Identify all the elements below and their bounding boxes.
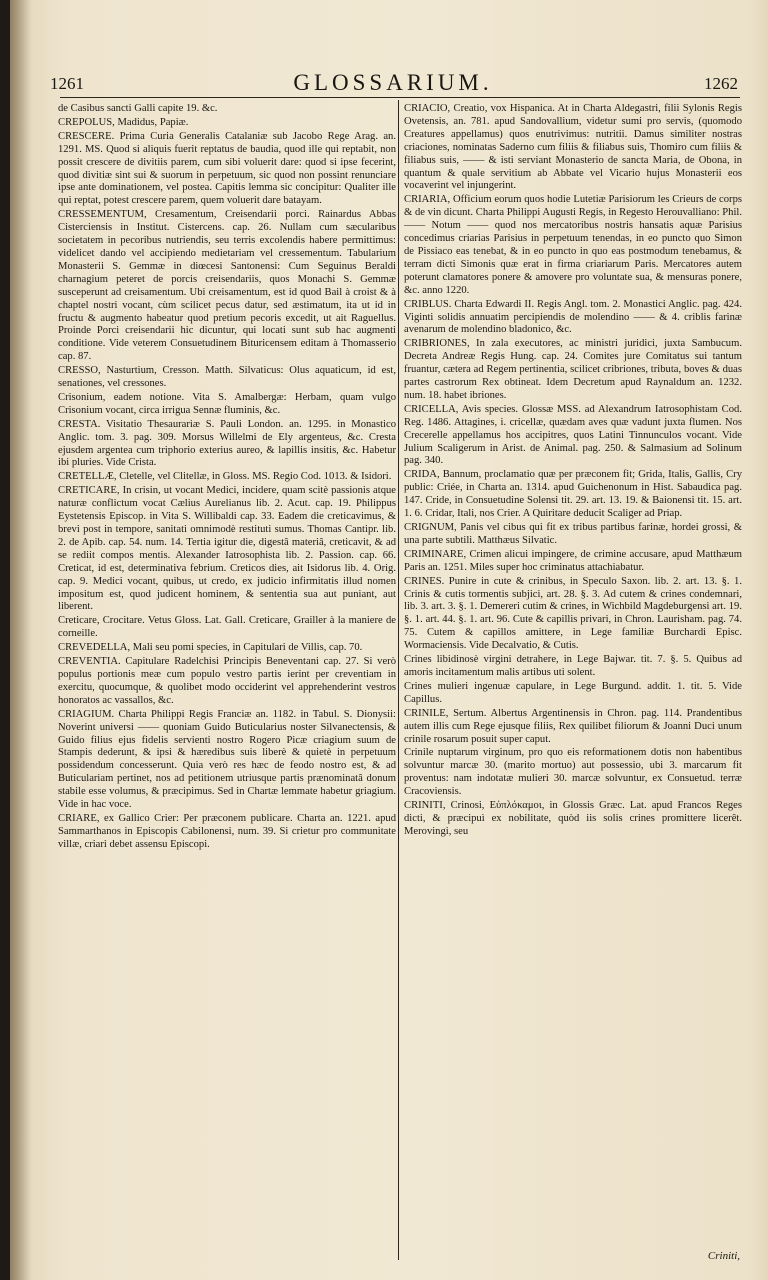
entry-paragraph: CREVENTIA. Capitulare Radelchisi Principis Beneventani cap. 27. Si verò populus portionis meæ cum populo vestro partis ierint per creventiam in exercitu, quocumque, & quolibet modo occiderint vel apprehenderint vestros honoratos ac vassallos, &c. bbox=[58, 656, 396, 706]
page-header bbox=[48, 70, 738, 100]
entry-paragraph: CRIBLUS. Charta Edwardi II. Regis Angl. tom. 2. Monastici Anglic. pag. 424. Viginti solidis annuatim percipiendis de molendino —— & 4. criblis farinæ avenarum de molendino bladonico, &c. bbox=[404, 298, 742, 336]
entry-paragraph: CRIACIO, Creatio, vox Hispanica. At in Charta Aldegastri, filii Sylonis Regis Ovetensis, an. 781. apud Sandovallium, videtur sumi pro servis, (quomodo Creatures appellamus) quos enutrivimus: nutritii. Damus similiter nostras criaciones, nominatas Saderno cum filiis & filiabus suis, Thomiro cum filiis & filiabus suis, —— & isti serviant Monasterio de sancta Maria, de Obona, in quantum & quale servitium ab Abbate vel Vicario hujus Monasterii eos vocaverint vel injungerint. bbox=[404, 103, 742, 192]
entry-paragraph: CRIBRIONES, In zala executores, ac ministri juridici, juxta Sambucum. Decreta Andreæ Regis Hung. cap. 24. Comites jure Comitatus sui tantum fruantur, cætera ad Regem pertinentia, scilicet cribriones, tributa, boves & duas partes castrorum Rex obtineat. Idem Decretum apud Raynaldum an. 1232. num. 18. habet ibriones. bbox=[404, 338, 742, 401]
catchword: Criniti, bbox=[707, 1250, 740, 1262]
entry-paragraph: CRIARIA, Officium eorum quos hodie Lutetiæ Parisiorum les Crieurs de corps & de vin dicunt. Charta Philippi Augusti Regis, in Regesto Herouvalliano: Phil. —— Notum —— quod nos mercatoribus nostris hansatis aquæ Parisius concedimus criarias Parisius in perpetuum tenendas, in eo puncto quo Simon de Pissiaco eas tenebat, & in eo puncto in quo eas postmodum tenebamus, & terram dicti Simonis quæ erat in firma criariarum Paris. Mercatores autem poterunt clamatores ponere & amovere pro voluntate sua, & mensuras ponere, &c. anno 1220. bbox=[404, 194, 742, 296]
entry-paragraph: CRESSEMENTUM, Cresamentum, Creisendarii porci. Rainardus Abbas Cisterciensis in Institut. Cistercens. cap. 26. Nullam cum sæcularibus societatem in pecoribus nutriendis, seu terris excolendis habere permittimus: videlicet dando vel accipiendo medietariam vel cressementum. Tabularium Monasterii S. Gemmæ in diœcesi Santonensi: Cum Seguinus Beraldi charnagium peteret de porcis creisendariis, quos Monachi S. Gemmæ susceperunt ad creisamentum. Ubi creisamentum, est id quod Bail à croist & à chaptel nostri vocant, cùm scilicet pecus datur, sed æstimatum, ita ut id in fructu & augmento habeatur quod pretium pecoris excedit, ut ait Raguellus. Proinde Porci creisendarii hic dicuntur, qui locati sunt sub hac augmenti conditione. Vide veterem Consuetudinem Bituricensem editam à Thomasserio cap. 87. bbox=[58, 209, 396, 363]
entry-paragraph: CREVEDELLA, Mali seu pomi species, in Capitulari de Villis, cap. 70. bbox=[58, 642, 363, 654]
entry-paragraph: CRINES. Punire in cute & crinibus, in Speculo Saxon. lib. 2. art. 13. §. 1. Crinis & cutis tormentis subjici, art. 28. §. 3. Ad cutem & crines condemnari, lib. 3. art. 3. §. 1. Demereri cutim & crines, in Wichbild Magdeburgensi art. 19. §. 1. art. 44. §. 1. art. 96. Cute & capillis privari, in Chron. Laurisham. pag. 74. 75. Cutem & capillos amittere, in Lege familiæ Burchardi Episc. Wormaciensis. Vide Decalvatio, & Cutis. bbox=[404, 575, 742, 652]
column-separator bbox=[398, 100, 399, 1260]
entry-paragraph: Crines libidinosè virgini detrahere, in Lege Bajwar. tit. 7. §. 5. Quibus ad amoris incitamentum malis artibus uti solent. bbox=[404, 654, 742, 678]
header-rule bbox=[60, 97, 740, 98]
running-title: GLOSSARIUM. bbox=[293, 70, 493, 95]
entry-paragraph: CRIARE, ex Gallico Crier: Per præconem publicare. Charta an. 1221. apud Sammarthanos in Episcopis Cabilonensi, num. 39. Si crietur pro communitate villæ, criari debet assensu Episcopi. bbox=[58, 812, 396, 850]
entry-paragraph: CRIDA, Bannum, proclamatio quæ per præconem fit; Grida, Italis, Gallis, Cry public: Criée, in Charta an. 1314. apud Guichenonum in Hist. Sabaudica pag. 147. Cride, in Consuetudine Solensi tit. 29. art. 13. 19. & Baionensi tit. 15. art. 1. 6. Cridar, Itali, nos Crier. A Quiritare deducit Scaliger ad Priap. bbox=[404, 469, 742, 520]
entry-paragraph: de Casibus sancti Galli capite 19. &c. bbox=[58, 103, 218, 114]
entry-paragraph: CRIMINARE, Crimen alicui impingere, de crimine accusare, apud Matthæum Paris an. 1251. Miles super hoc criminatus attachiabatur. bbox=[404, 548, 742, 573]
entry-paragraph: CRICELLA, Avis species. Glossæ MSS. ad Alexandrum Iatrosophistam Cod. Reg. 1486. Attagines, i. cricellæ, quædam aves quæ vadunt juxta flumen. Nos Crecerelle appellamus hos accipitres, quos Latini Tinnunculos vocant. Vide Julium Scaligerum in Arist. de Animal. pag. 250. & Salmasium ad Solinum pag. 340. bbox=[404, 403, 742, 467]
entry-paragraph: CRESSO, Nasturtium, Cresson. Matth. Silvaticus: Olus aquaticum, id est, senationes, vel cressones. bbox=[58, 365, 396, 390]
entry-paragraph: Crines mulieri ingenuæ capulare, in Lege Burgund. addit. 1. tit. 5. Vide Capillus. bbox=[404, 680, 742, 705]
entry-paragraph: Crinile nuptarum virginum, pro quo eis reformationem dotis non habentibus solvuntur marcæ 30. (marito mortuo) aut possessio, ubi 3. marcarum fit proventus: nam indotatæ mulieri 30. marcæ solvuntur, ex Consuetud. terræ Cracoviensis. bbox=[404, 747, 742, 798]
right-column bbox=[404, 103, 742, 840]
page-number-left: 1261 bbox=[50, 74, 84, 93]
left-column bbox=[58, 103, 396, 853]
entry-paragraph: Crisonium, eadem notione. Vita S. Amalbergæ: Herbam, quam vulgo Crisonium vocant, circa irrigua Sennæ fluminis, &c. bbox=[58, 391, 396, 416]
gutter-shadow bbox=[10, 0, 32, 1280]
entry-paragraph: CREPOLUS, Madidus, Papiæ. bbox=[58, 116, 189, 128]
entry-paragraph: Creticare, Crocitare. Vetus Gloss. Lat. Gall. Creticare, Grailler à la maniere de corneille. bbox=[58, 615, 396, 640]
entry-paragraph: CRINILE, Sertum. Albertus Argentinensis in Chron. pag. 114. Prandentibus autem illis cum Rege ejusque filiis, Rex quilibet filiorum & Joanni Duci unum crinile rosarum posuit super caput. bbox=[404, 707, 742, 745]
entry-paragraph: CRESTA. Visitatio Thesaurariæ S. Pauli London. an. 1295. in Monastico Anglic. tom. 3. pag. 309. Morsus Willelmi de Ely argenteus, &c. Cresta ejusdem argentea cum triphorio exterius aureo, & lapillis insitis, &c. Habetur ibi pluries. Vide Crista. bbox=[58, 418, 396, 469]
entry-paragraph: CRIGNUM, Panis vel cibus qui fit ex tribus partibus farinæ, hordei grossi, & una parte subtili. Matthæus Silvatic. bbox=[404, 522, 742, 546]
entry-paragraph: CRINITI, Crinosi, Εὐπλόκαμοι, in Glossis Græc. Lat. apud Francos Reges dicti, & præcipuì ex nobilitate, quòd iis solis crines promittere licerêt. Merovingi, seu bbox=[404, 800, 742, 837]
page-number-right: 1262 bbox=[704, 74, 738, 93]
entry-paragraph: CRETELLÆ, Cletelle, vel Clitellæ, in Gloss. MS. Regio Cod. 1013. & Isidori. bbox=[58, 471, 392, 483]
entry-paragraph: CRETICARE, In crisin, ut vocant Medici, incidere, quam scitè passionis atque naturæ conflictum vocat Cælius Aurelianus lib. 2. Acut. cap. 19. Philippus Eystetensis Episcop. in Vita S. Willibaldi cap. 33. Eadem die creticavimus, & brevi post in tempore, sanitati omnimodè restituti sumus. Thomas Cantipr. lib. 2. de Apib. cap. 54. num. 14. Tertia igitur die, digestâ materiâ, creticavit, & ad se rediit compos mentis. Alexander Iatrosophista lib. 2. Passion. cap. 66. Creticat, id est, determinativa febrium. Creticos dies, ait Isidorus lib. 4. Orig. cap. 9. Medici vocant, quibus, ut credo, ex judicio infirmitatis illud nomen impositum est, quod judicent hominem, & sententia sua aut puniant, aut liberent. bbox=[58, 485, 396, 613]
entry-paragraph: CRESCERE. Prima Curia Generalis Catalaniæ sub Jacobo Rege Arag. an. 1291. MS. Quod si aliquis fuerit reptatus de baudia, quod ille qui reptabit, non possit crescere de divitiis parem, cum sibi voluerit dare: quod si ipse fecerint, quod divitiæ sint sui & suorum in perpetuum, sic quod non possint renunciare ipse ante dominationem, vel postea. Capitis lemma sic concipitur: Qualiter ille qui reptat, potest crescere parem, quem voluerit dare batayam. bbox=[58, 130, 396, 207]
entry-paragraph: CRIAGIUM. Charta Philippi Regis Franciæ an. 1182. in Tabul. S. Dionysii: Noverint universi —— quoniam Guido Buticularius noster Silvanectensis, & Guido filius ejus fidelis servienti nostro Rogero Picæ criagium suum de Stampis dederunt, & ipsi & hæredibus suis liberè & quietè in perpetuum possidendum concesserunt. Quia verò res hæc de feodo nostro est, & ad Buticulariam pertinet, nos ad petitionem utriusque partis prænominatâ donum stabile esse volumus, & præcipimus. Sed in Chartæ lemmate habetur griagium. Vide in hac voce. bbox=[58, 708, 396, 811]
